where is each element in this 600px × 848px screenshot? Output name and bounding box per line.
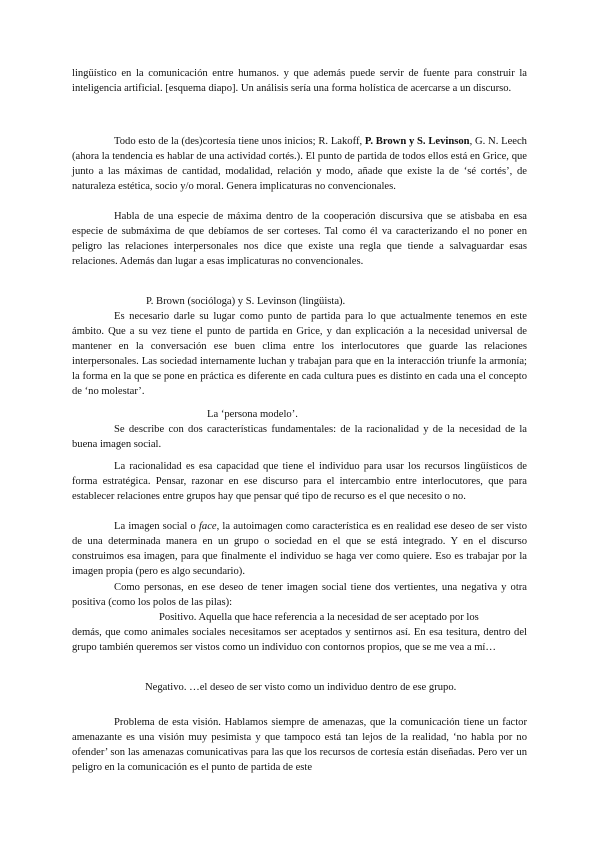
face-term: face	[198, 521, 217, 532]
origins-text-start: Todo esto de la (des)cortesía tiene unos inicios; R. Lakoff,	[114, 136, 365, 147]
problem-paragraph: Problema de esta visión. Hablamos siempre de amenazas, que la comunicación tiene un factor amenazante es una visión muy pesimista y que tampoco está tan lejos de la realidad, ‘no habla por no ofender’ son las amenazas comunicativas para las que los recursos de cortesía están diseñadas. Pero ver un peligro en la comunicación es el punto de partida de este	[72, 717, 527, 774]
origins-text-end: , G. N. Leech (ahora la tendencia es hablar de una actividad cortés.). El punto de partida de todos ellos está en Grice, que junto a las máximas de cantidad, modalidad, relación y modo, añade que existe la de ‘sé cortés’, de naturaleza estética, socio y/o moral. Genera implicaturas no convencionales.	[72, 136, 527, 193]
face-paragraph	[72, 519, 527, 579]
persona-modelo-heading: La ‘persona modelo’.	[207, 409, 298, 420]
face-text-end: , la autoimagen como característica es en realidad ese deseo de ser visto de una determinada manera en un grupo o sociedad en el que se está integrado. Y en el discurso construimos esa imagen, para que finalmente el individuo se haga ver como quiere. Eso es trabajar por la imagen propia (pero es algo secundario).	[72, 521, 527, 578]
face-text-start: La imagen social o	[114, 521, 199, 532]
authors-paragraph: Es necesario darle su lugar como punto de partida para lo que actualmente tenemos en este ámbito. Que a su vez tiene el punto de partida en Grice, y dan explicación a la necesidad universal de mantener en la conversación ese buen clima entre los interlocutores que guarde las relaciones interpersonales. Las sociedad internamente luchan y trabajan para que en la interacción triunfe la armonía; la forma en la que se pone en práctica es diferente en cada cultura pues es distinto en cada una el concepto de ‘no molestar’.	[72, 311, 527, 398]
brown-levinson-names: P. Brown y S. Levinson	[364, 136, 470, 147]
origins-paragraph	[72, 134, 527, 194]
maxim-paragraph: Habla de una especie de máxima dentro de la cooperación discursiva que se atisbaba en esa especie de submáxima de que debíamos de ser corteses. Tal como él va caracterizando el no poner en peligro las relaciones interpersonales nos dice que existe una regla que tiende a salvaguardar esas relaciones. Además dan lugar a esas implicaturas no convencionales.	[72, 211, 527, 268]
positive-paragraph: demás, que como animales sociales necesitamos ser aceptados y sentirnos así. En esa tesitura, dentro del grupo también queremos ser vistos como un individuo con contornos propios, que se me vea a mí…	[72, 627, 527, 654]
intro-paragraph: lingüístico en la comunicación entre humanos. y que además puede servir de fuente para construir la inteligencia artificial. [esquema diapo]. Un análisis sería una forma holística de acercarse a un discurso.	[72, 68, 527, 95]
positive-first-line: Positivo. Aquella que hace referencia a la necesidad de ser aceptado por los	[159, 612, 479, 623]
rationality-paragraph: La racionalidad es esa capacidad que tiene el individuo para usar los recursos lingüísticos de forma estratégica. Pensar, razonar en ese discurso para el intercambio entre interlocutores, que para establecer relaciones entre grupos hay que pensar qué tipo de recurso es el que necesito o no.	[72, 461, 527, 503]
negative-line: Negativo. …el deseo de ser visto como un individuo dentro de ese grupo.	[145, 682, 457, 693]
authors-heading: P. Brown (socióloga) y S. Levinson (lingüista).	[146, 296, 346, 307]
persons-paragraph: Como personas, en ese deseo de tener imagen social tiene dos vertientes, una negativa y otra positiva (como los polos de las pilas):	[72, 582, 527, 609]
model-paragraph: Se describe con dos características fundamentales: de la racionalidad y de la necesidad de la buena imagen social.	[72, 424, 527, 451]
